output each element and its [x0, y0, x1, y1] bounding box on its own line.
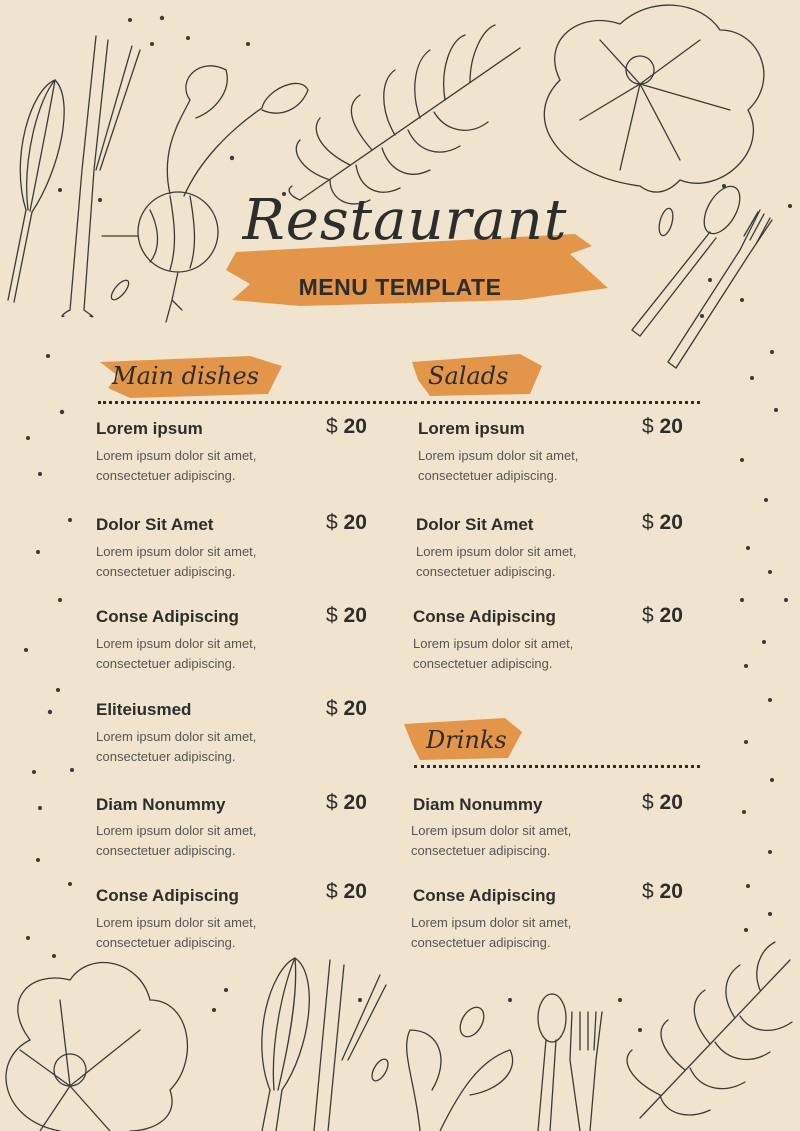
currency-symbol: $ [642, 604, 654, 627]
desc-line: consectetuer adipiscing. [411, 843, 551, 858]
desc-line: Lorem ipsum dolor sit amet, [96, 729, 257, 744]
desc-line: Lorem ipsum dolor sit amet, [96, 823, 257, 838]
price-value: 20 [343, 791, 367, 814]
desc-line: Lorem ipsum dolor sit amet, [96, 448, 257, 463]
desc-line: consectetuer adipiscing. [96, 749, 236, 764]
item-name: Eliteiusmed [96, 700, 192, 719]
price-value: 20 [659, 511, 683, 534]
bottom-leek-icon [314, 960, 386, 1131]
menu-subtitle: MENU TEMPLATE [298, 274, 502, 300]
currency-symbol: $ [326, 511, 338, 534]
desc-line: Lorem ipsum dolor sit amet, [413, 636, 574, 651]
currency-symbol: $ [326, 604, 338, 627]
item-name: Dolor Sit Amet [96, 515, 214, 534]
section-title-main-dishes: Main dishes [112, 362, 259, 390]
item-name: Diam Nonummy [413, 795, 543, 814]
desc-line: consectetuer adipiscing. [96, 656, 236, 671]
salads-divider [414, 401, 700, 404]
item-description [416, 542, 646, 582]
currency-symbol: $ [642, 511, 654, 534]
currency-symbol: $ [642, 880, 654, 903]
bottom-whisk-icon [262, 958, 309, 1131]
price-value: 20 [343, 880, 367, 903]
item-description [96, 821, 326, 861]
spoon-icon [632, 180, 747, 336]
currency-symbol: $ [326, 791, 338, 814]
bottom-fork-icon [570, 1012, 602, 1131]
item-name: Lorem ipsum [96, 419, 203, 438]
item-name: Conse Adipiscing [96, 886, 239, 905]
item-price [642, 791, 683, 815]
desc-line: consectetuer adipiscing. [96, 468, 236, 483]
item-price [642, 415, 683, 439]
currency-symbol: $ [326, 880, 338, 903]
item-name: Diam Nonummy [96, 795, 226, 814]
item-name: Conse Adipiscing [96, 607, 239, 626]
item-name: Conse Adipiscing [413, 886, 556, 905]
item-description [418, 446, 648, 486]
desc-line: Lorem ipsum dolor sit amet, [411, 823, 572, 838]
price-value: 20 [343, 511, 367, 534]
item-name: Conse Adipiscing [413, 607, 556, 626]
desc-line: consectetuer adipiscing. [96, 564, 236, 579]
item-price [326, 511, 367, 535]
price-value: 20 [343, 415, 367, 438]
desc-line: consectetuer adipiscing. [411, 935, 551, 950]
desc-line: consectetuer adipiscing. [96, 935, 236, 950]
item-description [411, 913, 641, 953]
item-price [326, 604, 367, 628]
currency-symbol: $ [326, 697, 338, 720]
main-dishes-divider [98, 401, 412, 404]
price-value: 20 [659, 791, 683, 814]
whisk-icon [8, 80, 64, 302]
desc-line: consectetuer adipiscing. [413, 656, 553, 671]
price-value: 20 [659, 880, 683, 903]
item-description [96, 542, 326, 582]
menu-title: Restaurant [242, 188, 568, 253]
bottom-spoon-icon [538, 994, 566, 1131]
item-description [96, 446, 326, 486]
item-description [411, 821, 641, 861]
item-description [413, 634, 643, 674]
bottom-palm-leaf-icon [627, 942, 792, 1118]
item-description [96, 727, 326, 767]
desc-line: consectetuer adipiscing. [418, 468, 558, 483]
price-value: 20 [343, 697, 367, 720]
currency-symbol: $ [326, 415, 338, 438]
flower-icon [544, 5, 764, 192]
item-description [96, 913, 326, 953]
item-price [326, 697, 367, 721]
item-price [326, 415, 367, 439]
bottom-flower-icon [6, 963, 187, 1131]
desc-line: consectetuer adipiscing. [416, 564, 556, 579]
desc-line: consectetuer adipiscing. [96, 843, 236, 858]
desc-line: Lorem ipsum dolor sit amet, [418, 448, 579, 463]
fork-icon [668, 210, 772, 368]
desc-line: Lorem ipsum dolor sit amet, [416, 544, 577, 559]
palm-leaf-icon [289, 25, 520, 204]
section-title-drinks: Drinks [426, 726, 507, 754]
item-price [326, 880, 367, 904]
desc-line: Lorem ipsum dolor sit amet, [411, 915, 572, 930]
bottom-leaves-icon [369, 1003, 513, 1131]
desc-line: Lorem ipsum dolor sit amet, [96, 915, 257, 930]
currency-symbol: $ [642, 415, 654, 438]
item-description [96, 634, 326, 674]
price-value: 20 [343, 604, 367, 627]
desc-line: Lorem ipsum dolor sit amet, [96, 636, 257, 651]
item-name: Lorem ipsum [418, 419, 525, 438]
item-name: Dolor Sit Amet [416, 515, 534, 534]
desc-line: Lorem ipsum dolor sit amet, [96, 544, 257, 559]
item-price [642, 511, 683, 535]
currency-symbol: $ [642, 791, 654, 814]
item-price [642, 604, 683, 628]
price-value: 20 [659, 415, 683, 438]
item-price [326, 791, 367, 815]
section-title-salads: Salads [428, 362, 509, 390]
price-value: 20 [659, 604, 683, 627]
item-price [642, 880, 683, 904]
drinks-divider [414, 765, 700, 768]
leek-icon [62, 36, 140, 317]
